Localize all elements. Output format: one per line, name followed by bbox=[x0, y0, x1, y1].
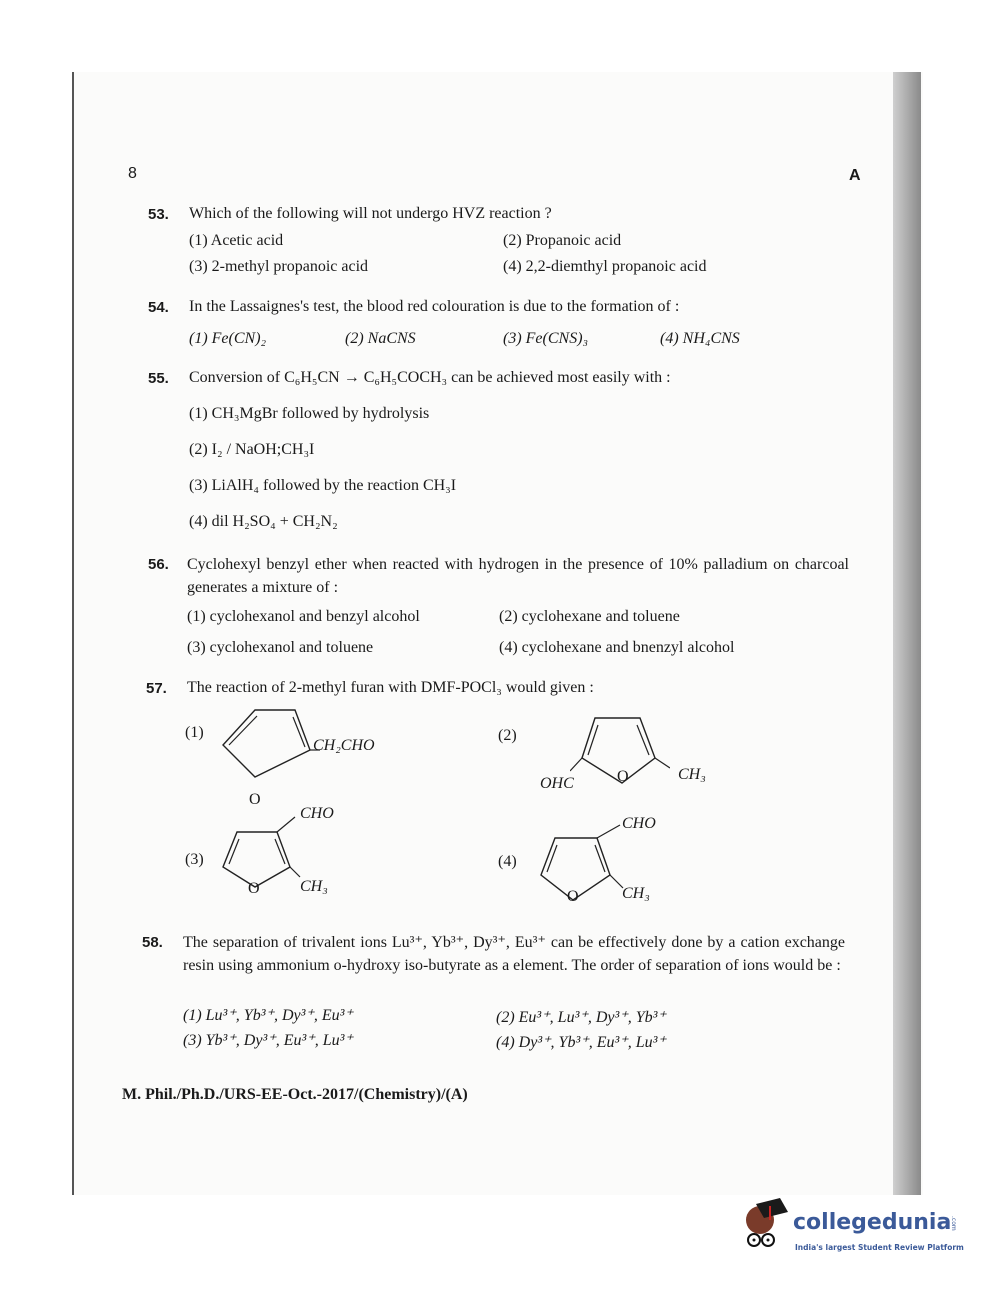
page-number: 8 bbox=[128, 165, 137, 182]
brand-suffix: .com bbox=[950, 1216, 957, 1231]
furan-structure-3 bbox=[215, 812, 305, 892]
option: (4) cyclohexane and bnenzyl alcohol bbox=[499, 639, 735, 656]
option: (4) dil H₂SO₄ + CH₂N₂ bbox=[189, 513, 338, 530]
substituent: CH₃ bbox=[300, 878, 328, 895]
option: (3) 2-methyl propanoic acid bbox=[189, 258, 369, 275]
option: (3) cyclohexanol and toluene bbox=[187, 639, 374, 656]
question-text: The reaction of 2-methyl furan with DMF-POCl₃ would given : bbox=[187, 679, 594, 696]
substituent: CH₃ bbox=[678, 766, 706, 783]
option: (4) NH₄CNS bbox=[660, 330, 740, 347]
option: (2) cyclohexane and toluene bbox=[499, 608, 680, 625]
option: (1) CH₃MgBr followed by hydrolysis bbox=[189, 405, 430, 422]
substituent: CHO bbox=[300, 805, 334, 822]
option: (1) Lu³⁺, Yb³⁺, Dy³⁺, Eu³⁺ bbox=[183, 1007, 353, 1024]
option: (1) Fe(CN)₂ bbox=[189, 330, 267, 347]
question-text: Conversion of C₆H₅CN → C₆H₅COCH₃ can be achieved most easily with : bbox=[189, 369, 671, 386]
question-text: Which of the following will not undergo HVZ reaction ? bbox=[189, 205, 552, 222]
page-edge-shadow bbox=[893, 72, 921, 1195]
option: (3) Yb³⁺, Dy³⁺, Eu³⁺, Lu³⁺ bbox=[183, 1032, 353, 1049]
option: (4) 2,2-diemthyl propanoic acid bbox=[503, 258, 707, 275]
substituent: OHC bbox=[540, 775, 574, 792]
substituent: CH₂CHO bbox=[313, 737, 375, 754]
brand-name: collegedunia bbox=[793, 1210, 952, 1235]
furan-structure-4 bbox=[535, 820, 630, 905]
furan-structure-1 bbox=[215, 705, 325, 785]
question-text: In the Lassaignes's test, the blood red colouration is due to the formation of : bbox=[189, 298, 680, 315]
option: (1) Acetic acid bbox=[189, 232, 284, 249]
mascot-icon bbox=[738, 1198, 793, 1253]
ring-oxygen: O bbox=[248, 880, 260, 897]
ring-oxygen: O bbox=[567, 888, 579, 905]
option: (1) cyclohexanol and benzyl alcohol bbox=[187, 608, 420, 625]
option: (2) I₂ / NaOH;CH₃I bbox=[189, 441, 315, 458]
series-label: A bbox=[849, 167, 861, 184]
ring-oxygen: O bbox=[617, 768, 629, 785]
option: (2) Eu³⁺, Lu³⁺, Dy³⁺, Yb³⁺ bbox=[496, 1009, 666, 1026]
option: (2) Propanoic acid bbox=[503, 232, 622, 249]
option: (4) Dy³⁺, Yb³⁺, Eu³⁺, Lu³⁺ bbox=[496, 1034, 666, 1051]
footer-code: M. Phil./Ph.D./URS-EE-Oct.-2017/(Chemistry)/(A) bbox=[122, 1086, 468, 1103]
brand-tagline: India's largest Student Review Platform bbox=[795, 1243, 964, 1252]
question-text: The separation of trivalent ions Lu³⁺, Yb³⁺, Dy³⁺, Eu³⁺ can be effectively done by a cation exchange resin using ammonium o-hydroxy iso-butyrate as a element. The order of separation of ions would be : bbox=[183, 934, 845, 974]
question-number: 56. bbox=[148, 556, 169, 573]
substituent: CHO bbox=[622, 815, 656, 832]
option: (4) bbox=[498, 853, 517, 870]
question-text: Cyclohexyl benzyl ether when reacted with hydrogen in the presence of 10% palladium on charcoal generates a mixture of : bbox=[187, 556, 849, 596]
substituent: CH₃ bbox=[622, 885, 650, 902]
question-number: 54. bbox=[148, 299, 169, 316]
question-number: 57. bbox=[146, 680, 167, 697]
option: (2) NaCNS bbox=[345, 330, 416, 347]
option: (2) bbox=[498, 727, 517, 744]
question-number: 55. bbox=[148, 370, 169, 387]
question-number: 58. bbox=[142, 934, 163, 951]
option: (3) bbox=[185, 851, 204, 868]
option: (1) bbox=[185, 724, 204, 741]
option: (3) Fe(CNS)₃ bbox=[503, 330, 589, 347]
option: (3) LiAlH₄ followed by the reaction CH₃I bbox=[189, 477, 457, 494]
question-number: 53. bbox=[148, 206, 169, 223]
ring-oxygen: O bbox=[249, 791, 261, 808]
